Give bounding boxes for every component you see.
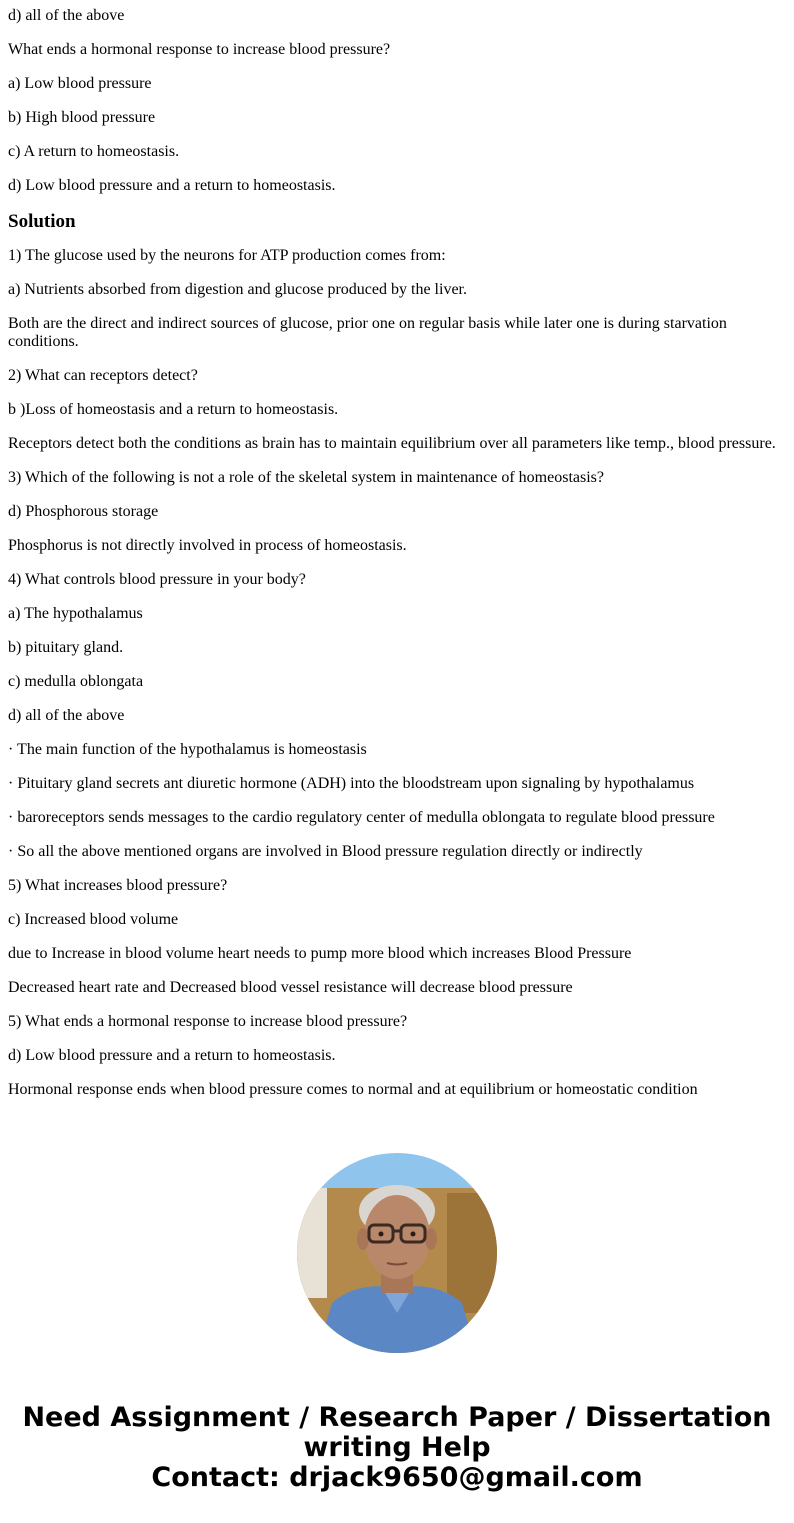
solution-line: b )Loss of homeostasis and a return to homeostasis. bbox=[8, 401, 339, 418]
solution-line: due to Increase in blood volume heart needs to pump more blood which increases Blood Pressure bbox=[8, 945, 632, 962]
prev-question-option-d: d) all of the above bbox=[8, 7, 125, 24]
avatar-door-frame bbox=[297, 1188, 327, 1298]
avatar-ear-left bbox=[357, 1228, 369, 1250]
solution-line: 3) Which of the following is not a role of the skeletal system in maintenance of homeostasis? bbox=[8, 469, 604, 486]
solution-line: 5) What ends a hormonal response to increase blood pressure? bbox=[8, 1013, 408, 1030]
solution-line: Both are the direct and indirect sources of glucose, prior one on regular basis while later one is during starvation conditions. bbox=[8, 315, 727, 350]
prev-question-option: b) High blood pressure bbox=[8, 109, 156, 126]
solution-line: · So all the above mentioned organs are involved in Blood pressure regulation directly or indirectly bbox=[8, 843, 643, 860]
avatar-eye-right bbox=[411, 1232, 416, 1237]
avatar-ear-right bbox=[425, 1228, 437, 1250]
solution-line: d) Low blood pressure and a return to homeostasis. bbox=[8, 1047, 336, 1064]
author-photo bbox=[297, 1153, 497, 1353]
solution-line: Phosphorus is not directly involved in process of homeostasis. bbox=[8, 537, 407, 554]
prev-question-option: c) A return to homeostasis. bbox=[8, 143, 180, 160]
avatar-face bbox=[364, 1195, 430, 1279]
solution-line: Hormonal response ends when blood pressure comes to normal and at equilibrium or homeostatic condition bbox=[8, 1081, 698, 1098]
author-avatar bbox=[297, 1153, 497, 1353]
solution-line: d) Phosphorous storage bbox=[8, 503, 159, 520]
solution-line: Decreased heart rate and Decreased blood vessel resistance will decrease blood pressure bbox=[8, 979, 573, 996]
prev-question-option: a) Low blood pressure bbox=[8, 75, 152, 92]
solution-line: · The main function of the hypothalamus is homeostasis bbox=[8, 741, 367, 758]
solution-line: · baroreceptors sends messages to the cardio regulatory center of medulla oblongata to regulate blood pressure bbox=[8, 809, 715, 826]
solution-line: b) pituitary gland. bbox=[8, 639, 124, 656]
avatar-eye-left bbox=[379, 1232, 384, 1237]
solution-line: d) all of the above bbox=[8, 707, 125, 724]
solution-line: 2) What can receptors detect? bbox=[8, 367, 198, 384]
prev-question-option: d) Low blood pressure and a return to homeostasis. bbox=[8, 177, 336, 194]
avatar-carved-panel bbox=[447, 1193, 497, 1313]
promo-banner bbox=[0, 1403, 794, 1493]
solution-line: a) Nutrients absorbed from digestion and glucose produced by the liver. bbox=[8, 281, 467, 298]
promo-line: Need Assignment / Research Paper / Dissertation bbox=[22, 1402, 772, 1433]
solution-line: c) Increased blood volume bbox=[8, 911, 179, 928]
solution-line: c) medulla oblongata bbox=[8, 673, 144, 690]
solution-heading: Solution bbox=[8, 211, 76, 232]
solution-line: 5) What increases blood pressure? bbox=[8, 877, 228, 894]
promo-line: writing Help bbox=[303, 1432, 491, 1463]
promo-contact: Contact: drjack9650@gmail.com bbox=[151, 1462, 643, 1493]
solution-line: 1) The glucose used by the neurons for ATP production comes from: bbox=[8, 247, 446, 264]
solution-line: a) The hypothalamus bbox=[8, 605, 143, 622]
solution-line: 4) What controls blood pressure in your body? bbox=[8, 571, 306, 588]
solution-line: · Pituitary gland secrets ant diuretic hormone (ADH) into the bloodstream upon signaling by hypothalamus bbox=[8, 775, 695, 792]
prev-question-text: What ends a hormonal response to increase blood pressure? bbox=[8, 41, 391, 58]
solution-line: Receptors detect both the conditions as brain has to maintain equilibrium over all parameters like temp., blood pressure. bbox=[8, 435, 776, 452]
